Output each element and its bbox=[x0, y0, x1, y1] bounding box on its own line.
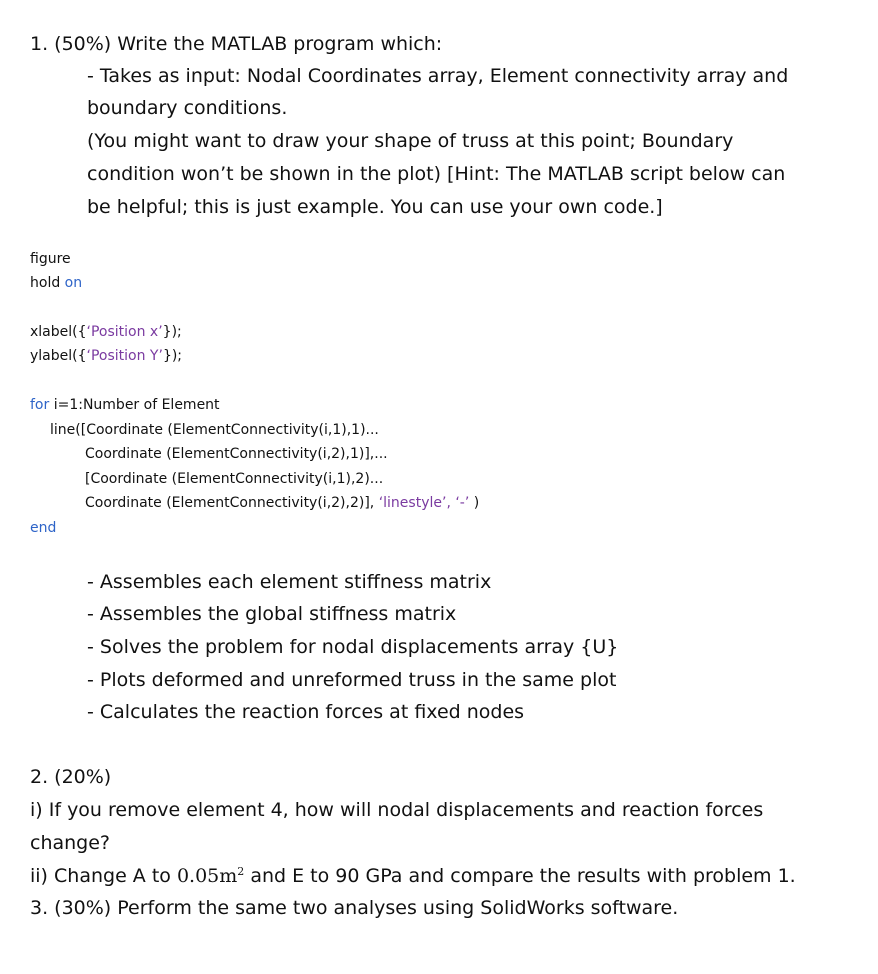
code-hold-on bbox=[30, 274, 82, 292]
code-line-call-4-end: ) bbox=[469, 495, 480, 511]
code-ylabel bbox=[30, 347, 182, 365]
problem-2-part-i-continued: change? bbox=[30, 832, 111, 854]
code-line-call-2: Coordinate (ElementConnectivity(i,2),1)],... bbox=[85, 446, 388, 462]
code-for-rest: i=1:Number of Element bbox=[49, 397, 220, 413]
code-line-call-1: line([Coordinate (ElementConnectivity(i,1),1)... bbox=[50, 422, 379, 438]
code-xlabel-fn: xlabel({ bbox=[30, 324, 87, 340]
code-xlabel-string: ‘Position x’ bbox=[86, 324, 163, 340]
code-keyword-for: for bbox=[30, 397, 50, 413]
code-hold: hold bbox=[30, 275, 61, 291]
problem-2-part-ii bbox=[30, 864, 796, 888]
code-ylabel-end: }); bbox=[162, 348, 183, 364]
reaction-bullet: - Calculates the reaction forces at fixed nodes bbox=[87, 701, 525, 723]
code-line-call-3: [Coordinate (ElementConnectivity(i,1),2)... bbox=[85, 471, 384, 487]
code-ylabel-string: ‘Position Y’ bbox=[86, 348, 163, 364]
input-bullet-continued: boundary conditions. bbox=[87, 97, 288, 119]
input-bullet: - Takes as input: Nodal Coordinates array, Element connectivity array and bbox=[87, 65, 789, 87]
code-figure: figure bbox=[30, 251, 71, 267]
problem-2-part-i: i) If you remove element 4, how will nodal displacements and reaction forces bbox=[30, 799, 764, 821]
code-line-call-4 bbox=[85, 494, 479, 512]
area-value: 0.05m bbox=[176, 865, 238, 887]
code-xlabel bbox=[30, 323, 182, 341]
problem-3-text: 3. (30%) Perform the same two analyses using SolidWorks software. bbox=[30, 897, 679, 919]
code-ylabel-fn: ylabel({ bbox=[30, 348, 87, 364]
hint-paragraph-line: be helpful; this is just example. You can use your own code.] bbox=[87, 196, 663, 218]
code-keyword-end: end bbox=[30, 520, 57, 536]
hint-paragraph-line: condition won’t be shown in the plot) [Hint: The MATLAB script below can bbox=[87, 163, 786, 185]
part-ii-suffix: and E to 90 GPa and compare the results with problem 1. bbox=[244, 865, 796, 887]
code-line-call-4-code: Coordinate (ElementConnectivity(i,2),2)], bbox=[85, 495, 375, 511]
problem-2-heading: 2. (20%) bbox=[30, 766, 112, 788]
stiffness-bullet: - Assembles each element stiffness matrix bbox=[87, 571, 492, 593]
plot-bullet: - Plots deformed and unreformed truss in the same plot bbox=[87, 669, 617, 691]
displacements-bullet: - Solves the problem for nodal displacements array {U} bbox=[87, 636, 619, 658]
part-ii-prefix: ii) Change A to bbox=[30, 865, 177, 887]
problem-1-heading: 1. (50%) Write the MATLAB program which: bbox=[30, 33, 443, 55]
area-exponent: 2 bbox=[237, 865, 245, 878]
code-keyword-on: on bbox=[64, 275, 83, 291]
code-xlabel-end: }); bbox=[162, 324, 182, 340]
global-stiffness-bullet: - Assembles the global stiffness matrix bbox=[87, 603, 457, 625]
code-linestyle-string: ‘linestyle’, ‘-’ bbox=[374, 495, 470, 511]
hint-paragraph-line: (You might want to draw your shape of truss at this point; Boundary bbox=[87, 130, 734, 152]
code-for-loop bbox=[30, 396, 220, 414]
